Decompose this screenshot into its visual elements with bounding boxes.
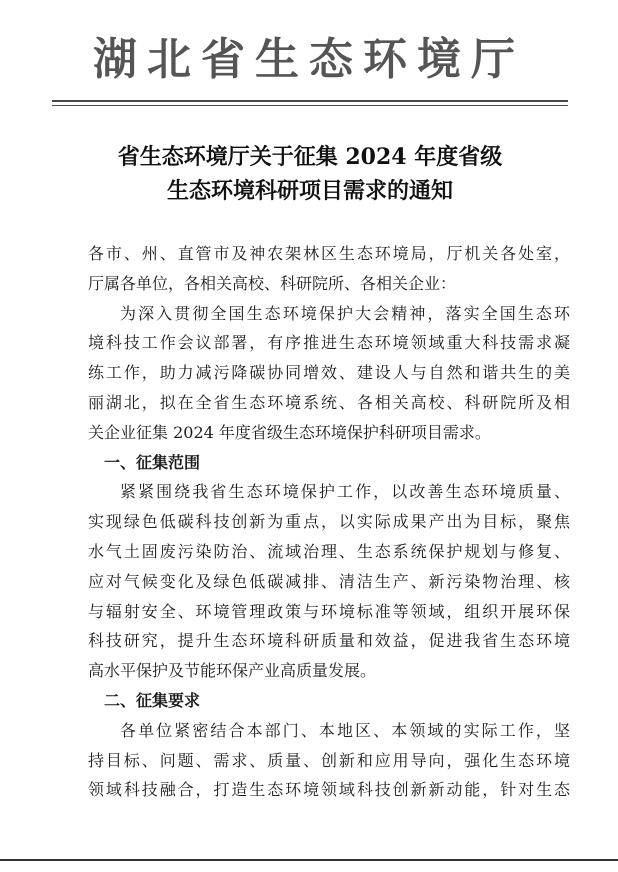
notice-title-line-2: 生态环境科研项目需求的通知 [166,178,453,204]
requirements-line: 持目标、问题、需求、质量、创新和应用导向，强化生态环境 [88,750,570,770]
intro-line: 练工作，助力减污降碳协同增效、建设人与自然和谐共生的美 [88,363,570,383]
notice-body [88,239,570,805]
notice-title [52,140,568,208]
letterhead-title: 湖北省生态环境厅 [93,34,525,85]
requirements-line: 领域科技融合，打造生态环境领域科技创新新动能，针对生态 [88,780,570,800]
notice-title-line-1: 省生态环境厅关于征集 2024 年度省级 [117,144,503,170]
salutation-line: 厅属各单位，各相关高校、科研院所、各相关企业： [88,273,457,293]
intro-line: 丽湖北，拟在全省生态环境系统、各相关高校、科研院所及相 [88,392,570,412]
intro-line: 关企业征集 2024 年度省级生态环境保护科研项目需求。 [88,422,491,442]
scope-line: 高水平保护及节能环保产业高质量发展。 [88,661,377,681]
scope-line: 实现绿色低碳科技创新为重点，以实际成果产出为目标，聚焦 [88,512,570,532]
scope-line: 与辐射安全、环境管理政策与环境标准等领域，组织开展环保 [88,601,570,621]
section-heading-scope: 一、征集范围 [104,452,201,472]
intro-line: 为深入贯彻全国生态环境保护大会精神，落实全国生态环 [120,303,570,323]
salutation-line: 各市、州、直管市及神农架林区生态环境局，厅机关各处室， [88,244,570,263]
letterhead-rule-thin [52,105,568,106]
scope-line: 水气土固废污染防治、流域治理、生态系统保护规划与修复、 [88,541,570,561]
scope-line: 科技研究，提升生态环境科研质量和效益，促进我省生态环境 [88,631,570,651]
intro-line: 境科技工作会议部署，有序推进生态环境领域重大科技需求凝 [88,333,570,353]
page-bottom-rule [0,859,618,861]
requirements-line: 各单位紧密结合本部门、本地区、本领域的实际工作，坚 [120,720,570,740]
scope-line: 紧紧围绕我省生态环境保护工作，以改善生态环境质量、 [120,482,570,502]
scope-line: 应对气候变化及绿色低碳减排、清洁生产、新污染物治理、核 [88,571,570,591]
letterhead-rule-thick [52,100,568,102]
section-heading-requirements: 二、征集要求 [104,690,201,710]
